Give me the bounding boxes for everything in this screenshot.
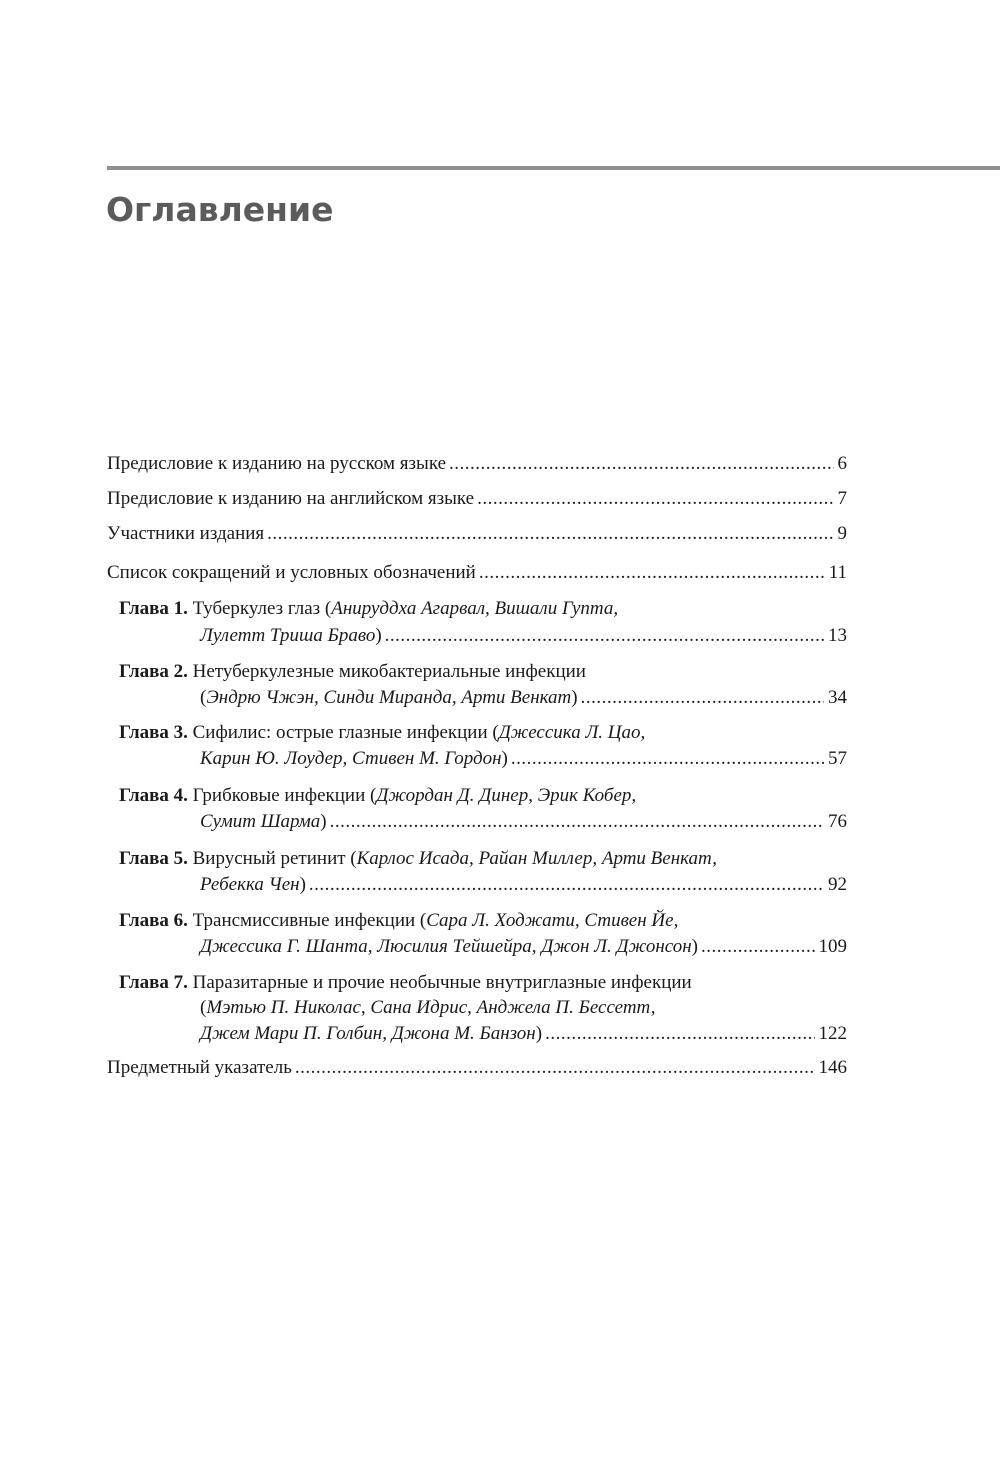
toc-page-number: 6 — [837, 453, 847, 474]
chapter-title: Трансмиссивные инфекции — [192, 910, 416, 931]
leader-dots — [309, 872, 824, 898]
toc-entry-title: Список сокращений и условных обозначений — [107, 562, 476, 583]
toc-entry-abbreviations[interactable] — [107, 560, 847, 586]
leader-dots — [295, 1055, 815, 1081]
toc-chapter-6-line-2[interactable] — [200, 934, 847, 960]
chapter-authors-cont: (Эндрю Чжэн, Синди Миранда, Арти Венкат) — [200, 687, 578, 708]
chapter-authors: Джессика Л. Цао, — [498, 722, 646, 743]
chapter-title: Паразитарные и прочие необычные внутриглазные инфекции — [192, 972, 692, 993]
toc-page-number: 109 — [818, 936, 847, 957]
toc-entry-index[interactable] — [107, 1055, 847, 1081]
toc-chapter-5-line-2[interactable] — [200, 872, 847, 898]
chapter-authors: Сара Л. Ходжати, Стивен Йе, — [426, 910, 679, 931]
chapter-authors-cont: Лулетт Триша Браво) — [200, 625, 382, 646]
chapter-label: Глава 7. — [119, 972, 188, 993]
leader-dots — [477, 486, 833, 512]
chapter-label: Глава 1. — [119, 598, 188, 619]
chapter-label: Глава 5. — [119, 848, 188, 869]
chapter-authors: Мэтью П. Николас, Сана Идрис, Анджела П. Бессетт, — [206, 997, 656, 1018]
toc-entry-title: Предметный указатель — [107, 1057, 292, 1078]
chapter-label: Глава 2. — [119, 661, 188, 682]
leader-dots — [330, 809, 824, 835]
toc-page-number: 9 — [837, 523, 847, 544]
chapter-label: Глава 3. — [119, 722, 188, 743]
leader-dots — [449, 451, 833, 477]
chapter-authors: Карлос Исада, Райан Миллер, Арти Венкат, — [356, 848, 718, 869]
toc-chapter-3-line-2[interactable] — [200, 746, 847, 772]
toc-page-number: 34 — [828, 687, 847, 708]
toc-chapter-4-line-1[interactable]: Глава 4. Грибковые инфекции (Джордан Д. Динер, Эрик Кобер, — [119, 785, 637, 806]
toc-page-number: 122 — [818, 1023, 847, 1044]
leader-dots — [701, 934, 815, 960]
toc-chapter-3-line-1[interactable]: Глава 3. Сифилис: острые глазные инфекции (Джессика Л. Цао, — [119, 722, 646, 743]
chapter-authors-cont: Джем Мари П. Голбин, Джона М. Банзон) — [200, 1023, 543, 1044]
toc-chapter-7-line-3[interactable] — [200, 1021, 847, 1047]
leader-dots — [581, 685, 824, 711]
toc-chapter-2-line-1[interactable] — [119, 659, 586, 685]
chapter-authors: Джордан Д. Динер, Эрик Кобер, — [376, 785, 637, 806]
toc-page-number: 92 — [828, 874, 847, 895]
page-title: Оглавление — [106, 190, 334, 229]
toc-entry-contributors[interactable] — [107, 521, 847, 547]
chapter-authors-cont: Сумит Шарма) — [200, 811, 327, 832]
leader-dots — [545, 1021, 814, 1047]
chapter-title: Нетуберкулезные микобактериальные инфекции — [192, 661, 586, 682]
leader-dots — [511, 746, 824, 772]
leader-dots — [267, 521, 833, 547]
leader-dots — [479, 560, 825, 586]
toc-chapter-7-line-2[interactable]: (Мэтью П. Николас, Сана Идрис, Анджела П. Бессетт, — [200, 997, 656, 1018]
toc-page-number: 13 — [828, 625, 847, 646]
chapter-label: Глава 6. — [119, 910, 188, 931]
chapter-title: Грибковые инфекции — [192, 785, 366, 806]
chapter-label: Глава 4. — [119, 785, 188, 806]
chapter-authors-cont: Ребекка Чен) — [200, 874, 306, 895]
toc-page-number: 146 — [818, 1057, 847, 1078]
toc-chapter-4-line-2[interactable] — [200, 809, 847, 835]
toc-page-number: 7 — [837, 488, 847, 509]
toc-page-number: 57 — [828, 748, 847, 769]
toc-entry-preface-ru[interactable] — [107, 451, 847, 477]
chapter-authors-cont: Карин Ю. Лоудер, Стивен М. Гордон) — [200, 748, 508, 769]
toc-page-number: 11 — [828, 562, 847, 583]
toc-chapter-1-line-2[interactable] — [200, 623, 847, 649]
toc-chapter-5-line-1[interactable]: Глава 5. Вирусный ретинит (Карлос Исада, Райан Миллер, Арти Венкат, — [119, 848, 718, 869]
leader-dots — [385, 623, 824, 649]
toc-entry-preface-en[interactable] — [107, 486, 847, 512]
toc-page-number: 76 — [828, 811, 847, 832]
toc-chapter-6-line-1[interactable]: Глава 6. Трансмиссивные инфекции (Сара Л. Ходжати, Стивен Йе, — [119, 910, 679, 931]
chapter-authors: Анируддха Агарвал, Вишали Гупта, — [331, 598, 619, 619]
toc-entry-title: Участники издания — [107, 523, 265, 544]
toc-chapter-2-line-2[interactable] — [200, 685, 847, 711]
chapter-title: Вирусный ретинит — [192, 848, 346, 869]
toc-entry-title: Предисловие к изданию на русском языке — [107, 453, 447, 474]
toc-entry-title: Предисловие к изданию на английском языке — [107, 488, 475, 509]
chapter-title: Туберкулез глаз — [192, 598, 321, 619]
toc-chapter-7-line-1[interactable] — [119, 970, 692, 996]
toc-chapter-1-line-1[interactable]: Глава 1. Туберкулез глаз (Анируддха Агарвал, Вишали Гупта, — [119, 598, 619, 619]
chapter-authors-cont: Джессика Г. Шанта, Люсилия Тейшейра, Джон Л. Джонсон) — [200, 936, 698, 957]
chapter-title: Сифилис: острые глазные инфекции — [192, 722, 488, 743]
